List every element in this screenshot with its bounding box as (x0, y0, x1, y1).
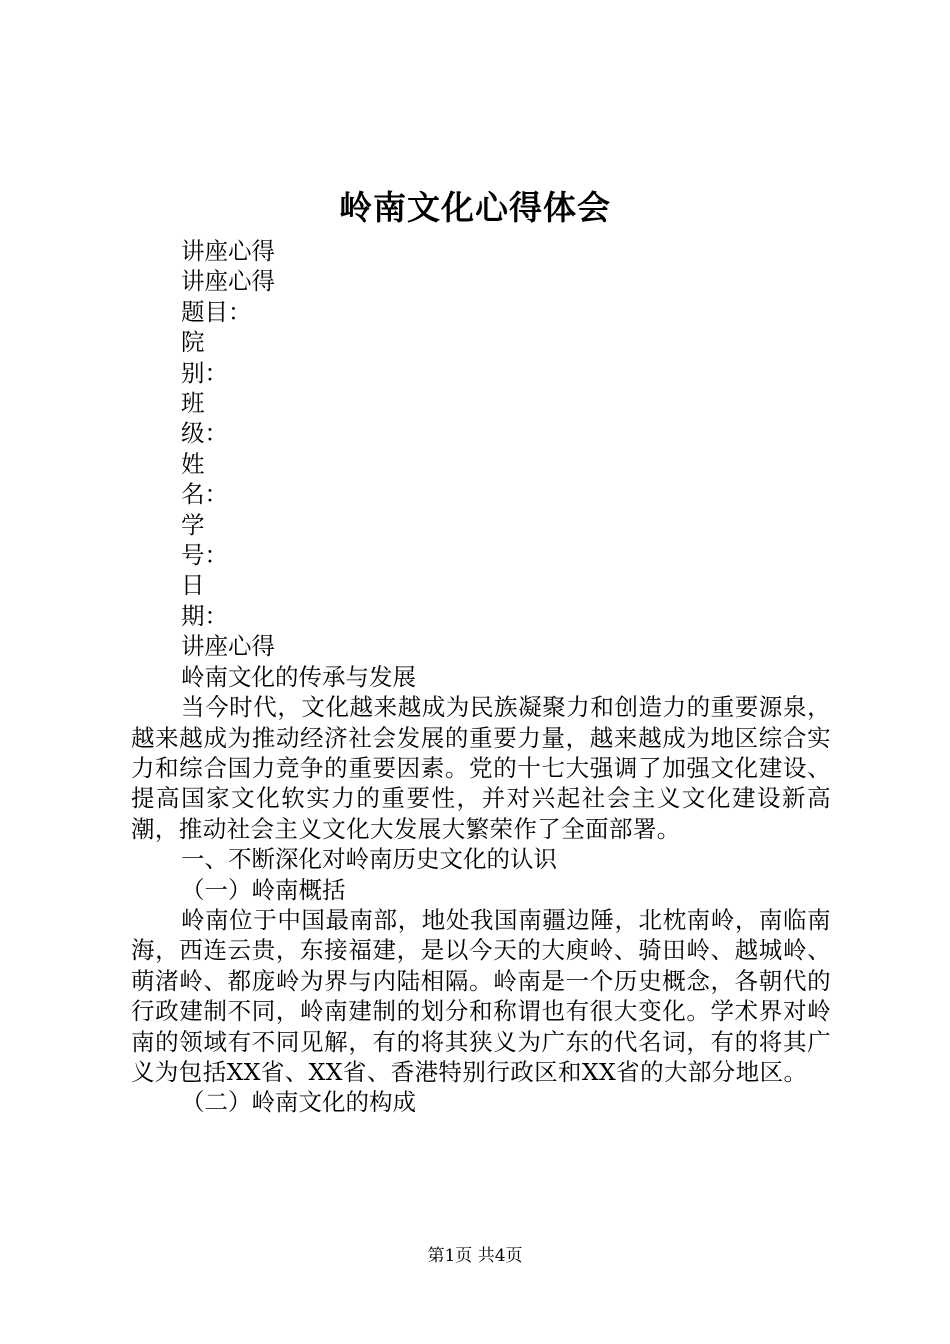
page-footer: 第1页 共4页 (427, 1246, 523, 1266)
section-title: 岭南文化的传承与发展 (181, 662, 416, 691)
text-line: 姓 (181, 449, 205, 478)
paragraph: 岭南位于中国最南部，地处我国南疆边陲，北枕南岭，南临南海，西连云贵，东接福建，是以今天的大庾岭、骑田岭、越城岭、萌渚岭、都庞岭为界与内陆相隔。岭南是一个历史概念，各朝代的行政建制不同，岭南建制的划分和称谓也有很大变化。学术界对岭南的领域有不同见解，有的将其狭义为广东的代名词，有的将其广义为包括XX省、XX省、香港特别行政区和XX省的大部分地区。 (131, 905, 831, 1086)
text-line: 班 (181, 389, 205, 418)
document-title: 岭南文化心得体会 (339, 188, 611, 227)
subsection-heading: （二）岭南文化的构成 (181, 1088, 416, 1117)
text-line: 院 (181, 328, 205, 357)
text-line: 期： (181, 601, 228, 630)
text-line: 名： (181, 480, 228, 509)
text-line: 学 (181, 510, 205, 539)
text-line: 讲座心得 (181, 632, 275, 661)
text-line: 级： (181, 419, 228, 448)
text-line: 讲座心得 (181, 237, 275, 265)
paragraph: 当今时代，文化越来越成为民族凝聚力和创造力的重要源泉，越来越成为推动经济社会发展的重要力量，越来越成为地区综合实力和综合国力竞争的重要因素。党的十七大强调了加强文化建设、提高国家文化软实力的重要性，并对兴起社会主义文化建设新高潮，推动社会主义文化大发展大繁荣作了全面部署。 (131, 693, 831, 843)
subsection-heading: （一）岭南概括 (181, 875, 346, 904)
text-line: 号： (181, 541, 228, 570)
text-line: 题目： (181, 297, 252, 326)
text-line: 别： (181, 358, 228, 387)
text-line: 日 (181, 571, 205, 600)
document-body (131, 236, 831, 1118)
text-line: 讲座心得 (181, 267, 275, 296)
section-heading: 一、不断深化对岭南历史文化的认识 (181, 845, 557, 874)
